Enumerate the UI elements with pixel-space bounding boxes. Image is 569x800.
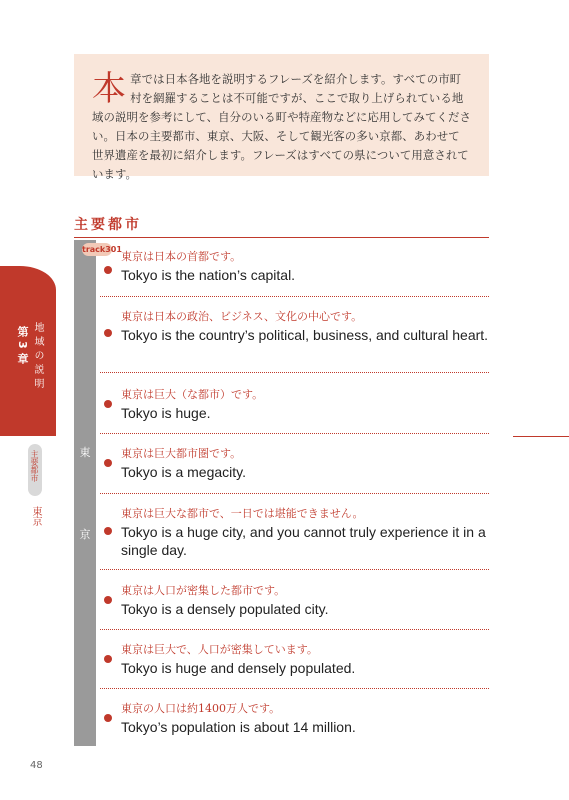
chapter-number: 第3章 [16,326,29,368]
intro-text: 章では日本各地を説明するフレーズを紹介します。すべての市町村を網羅することは不可能ですが、ここで取り上げられている地域の説明を参考にして、自分のいる町や特産物などに応用してみてください。日本の主要都市、東京、大阪、そして観光客の多い京都、あわせて世界遺産を最初に紹介します。フレーズはすべての県について用意されています。 [92,72,471,181]
phrase-en: Tokyo’s population is about 14 million. [121,719,356,735]
bullet-dot [104,527,112,535]
phrase-en: Tokyo is a densely populated city. [121,601,329,617]
city-char-1: 東 [79,446,91,459]
side-label: 東京 [30,506,41,526]
phrase-separator [100,296,489,297]
chapter-subtitle: 地域の説明 [32,322,43,392]
intro-box [74,54,489,181]
phrase-en: Tokyo is huge and densely populated. [121,660,356,676]
bullet-dot [104,266,112,274]
city-char-2: 京 [79,528,91,541]
bullet-dot [104,400,112,408]
phrase-en: Tokyo is a megacity. [121,464,247,480]
phrase-separator [100,493,489,494]
phrase-separator [100,629,489,630]
bullet-dot [104,655,112,663]
phrase-separator [100,688,489,689]
phrase-ja: 東京は巨大な都市で、一日では堪能できません。 [121,507,364,520]
sub-tab-label: 主要都市 [30,450,39,482]
phrase-ja: 東京は巨大（な都市）です。 [121,388,264,401]
drop-cap: 本 [92,69,127,109]
phrase-ja: 東京は日本の首都です。 [121,250,242,263]
phrase-en: Tokyo is a huge city, and you cannot truly experience it in a single day. [121,524,486,558]
tab-divider [513,436,569,437]
bullet-dot [104,329,112,337]
chapter-tab[interactable] [0,266,56,436]
phrase-en: Tokyo is the nation’s capital. [121,267,296,283]
intro-paragraph [92,70,471,184]
phrase-en: Tokyo is the country’s political, business, and cultural heart. [121,327,489,343]
phrase-ja: 東京の人口は約1400万人です。 [121,702,281,715]
page-number: 48 [30,760,43,771]
phrase-ja: 東京は巨大都市圏です。 [121,447,242,460]
phrase-separator [100,372,489,373]
bullet-dot [104,714,112,722]
phrase-separator [100,569,489,570]
phrase-separator [100,433,489,434]
phrase-en: Tokyo is huge. [121,405,211,421]
section-heading: 主要都市 [74,217,142,233]
audio-track-badge[interactable]: track301 [82,245,122,254]
city-bar [74,240,96,746]
phrase-ja: 東京は人口が密集した都市です。 [121,584,286,597]
phrase-ja: 東京は日本の政治、ビジネス、文化の中心です。 [121,310,363,323]
heading-rule [74,237,489,238]
phrase-ja: 東京は巨大で、人口が密集しています。 [121,643,318,656]
bullet-dot [104,459,112,467]
bullet-dot [104,596,112,604]
